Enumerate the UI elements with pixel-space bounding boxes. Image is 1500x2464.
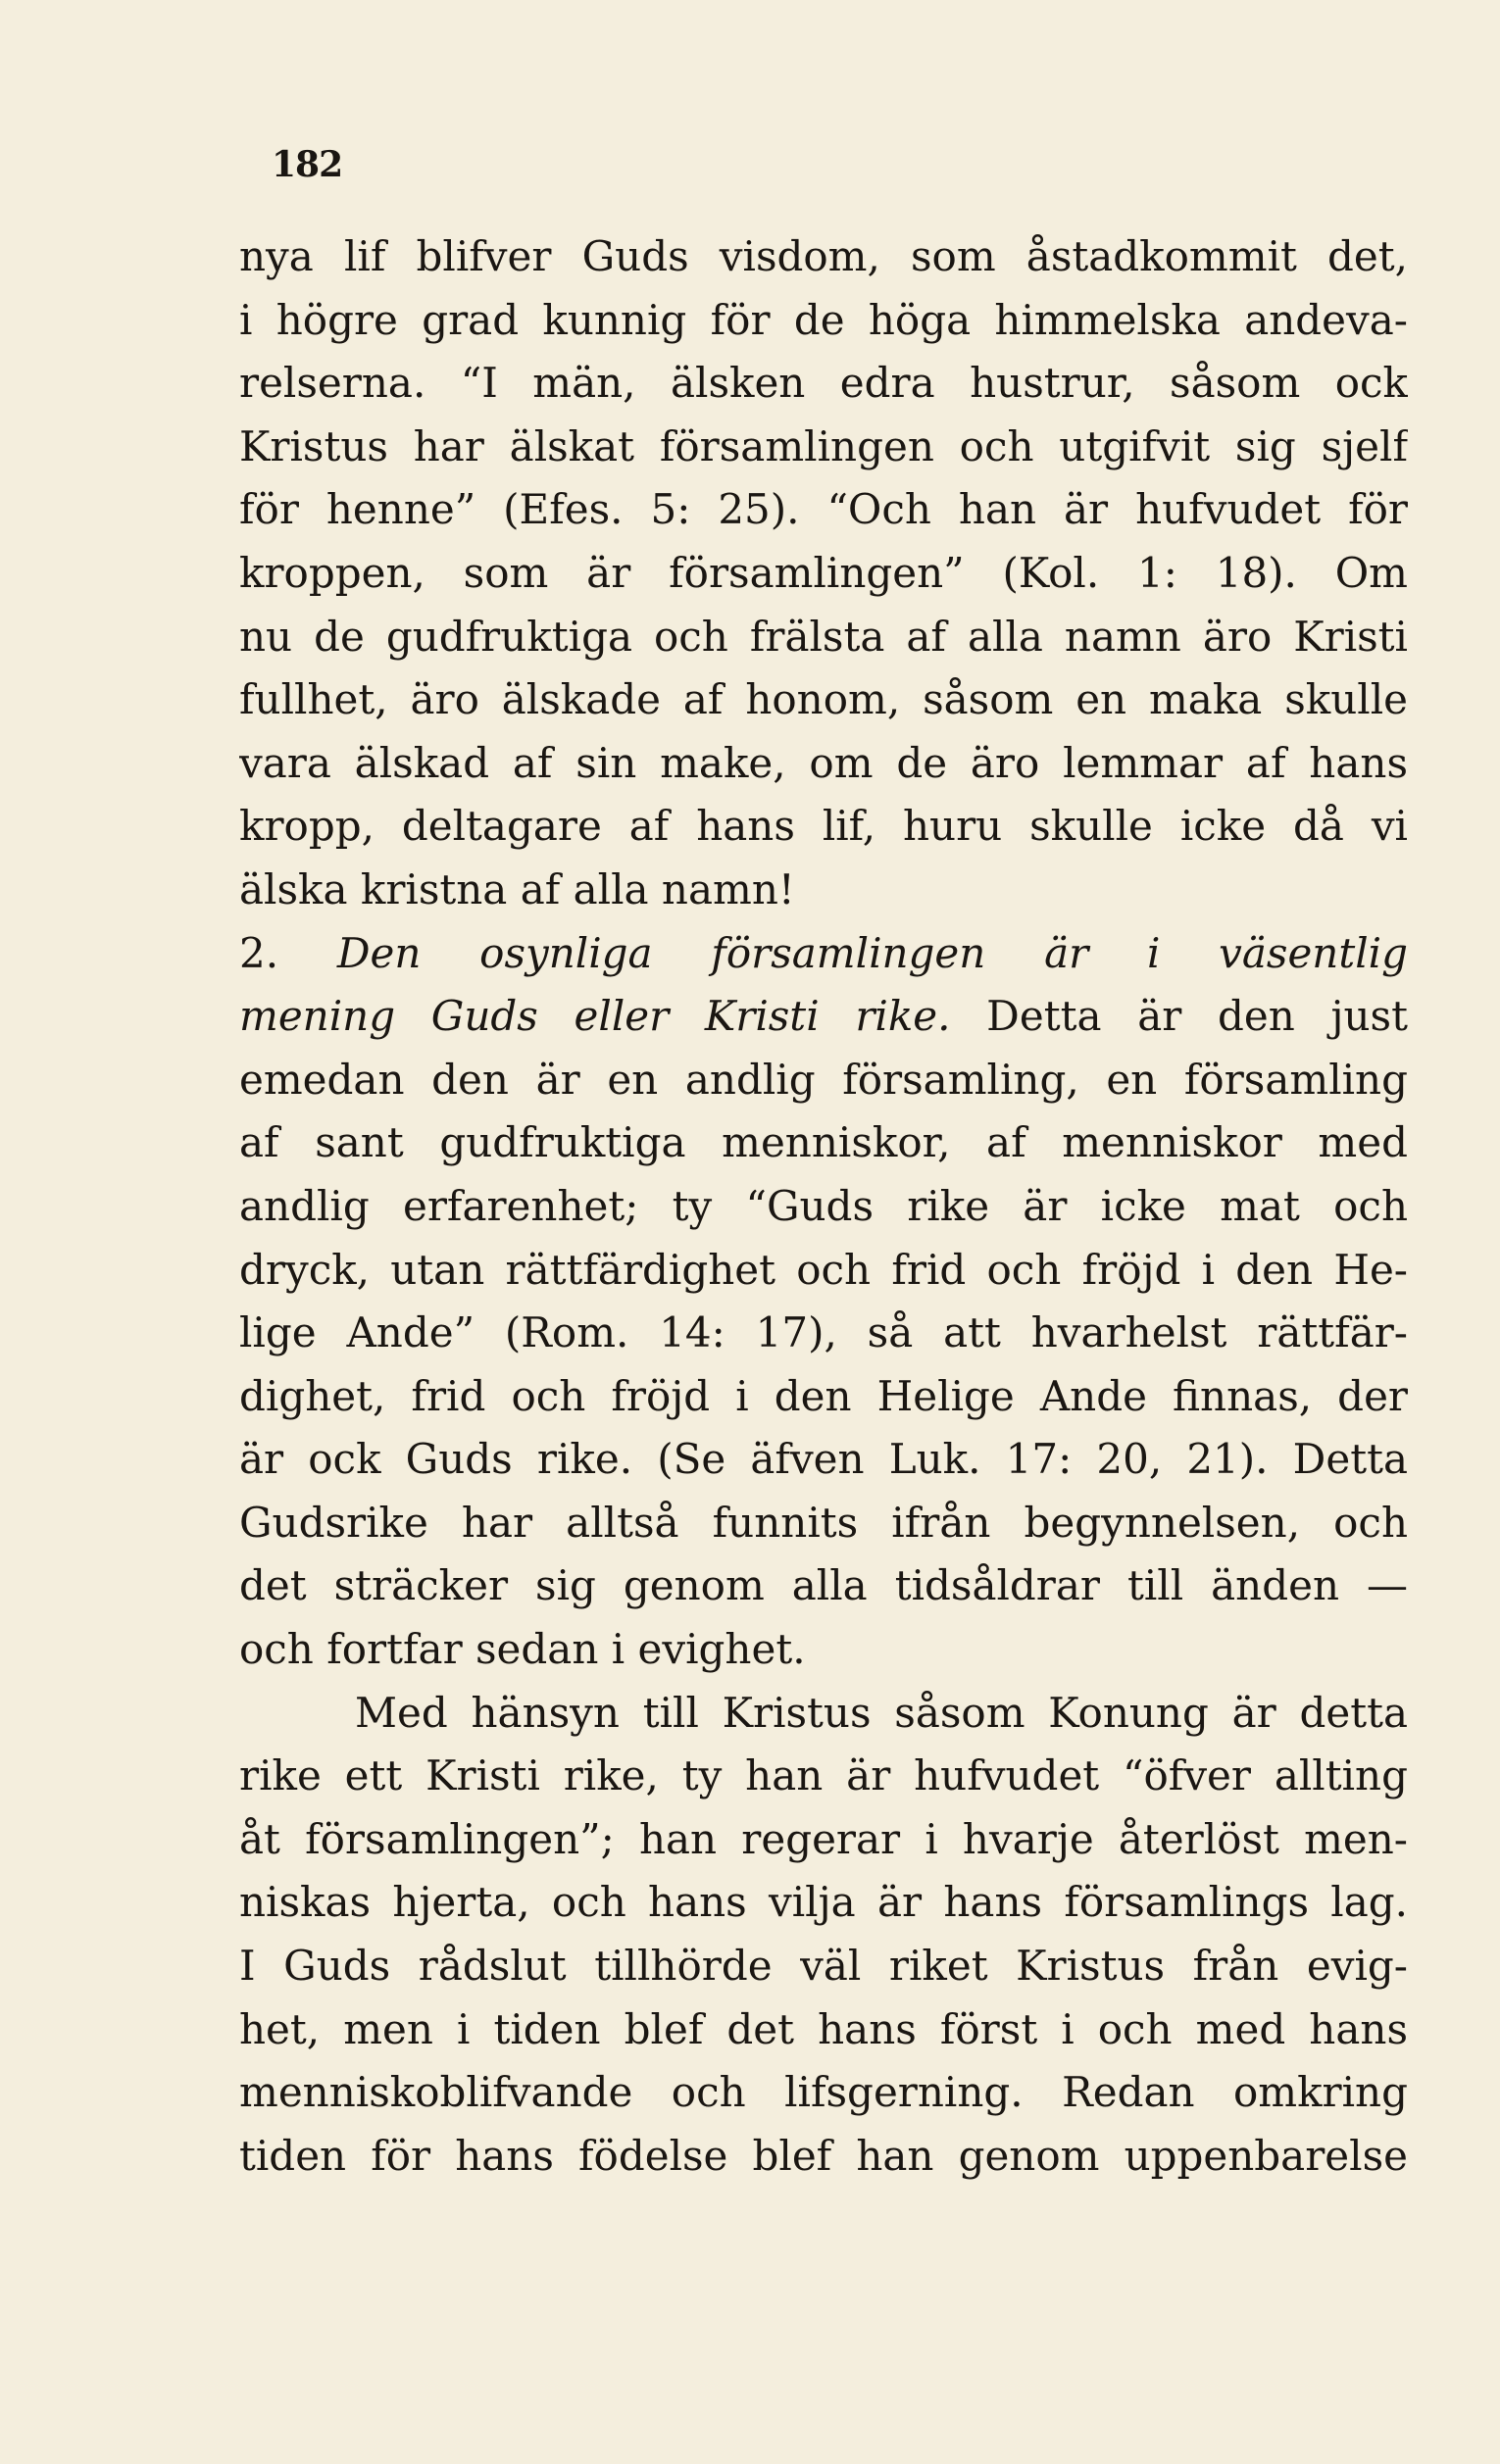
line-text: lige Ande” (Rom. 14: 17), så att hvarhelst rättfär- <box>239 1308 1408 1357</box>
text-line <box>239 478 1408 542</box>
line-text: Med hänsyn till Kristus såsom Konung är detta <box>355 1688 1408 1737</box>
text-line <box>239 1049 1408 1112</box>
line-text: Kristus har älskat församlingen och utgifvit sig sjelf <box>239 421 1408 470</box>
text-line <box>239 1808 1408 1872</box>
text-line <box>239 985 1408 1049</box>
line-text: kropp, deltagare af hans lif, huru skulle icke då vi <box>239 802 1408 851</box>
text-line <box>239 2061 1408 2125</box>
body-text <box>239 225 1408 2188</box>
text-line <box>239 922 1408 986</box>
text-line <box>239 1365 1408 1429</box>
text-line <box>239 1492 1408 1555</box>
text-line <box>239 1554 1408 1618</box>
line-text: älska kristna af alla namn! <box>239 864 795 913</box>
text-line <box>239 1618 1408 1682</box>
text-line <box>239 416 1408 479</box>
line-text: Gudsrike har alltså funnits ifrån begynnelsen, och <box>239 1498 1408 1547</box>
line-text: menniskoblifvande och lifsgerning. Redan omkring <box>239 2068 1408 2117</box>
text-line <box>239 2125 1408 2189</box>
text-line <box>239 1302 1408 1365</box>
text-line <box>239 1935 1408 1998</box>
line-text: dryck, utan rättfärdighet och frid och fröjd i den He- <box>239 1245 1408 1294</box>
text-line <box>239 289 1408 353</box>
line-text: af sant gudfruktiga menniskor, af menniskor med <box>239 1118 1408 1167</box>
text-line <box>239 1175 1408 1239</box>
line-text: nya lif blifver Guds visdom, som åstadkommit det, <box>239 232 1408 280</box>
line-text: fullhet, äro älskade af honom, såsom en maka skulle <box>239 675 1408 724</box>
text-line <box>239 1239 1408 1303</box>
line-text: emedan den är en andlig församling, en församling <box>239 1055 1408 1104</box>
line-text: och fortfar sedan i evighet. <box>239 1625 806 1674</box>
text-line <box>239 606 1408 669</box>
line-text: niskas hjerta, och hans vilja är hans församlings lag. <box>239 1878 1408 1927</box>
text-line <box>239 668 1408 732</box>
line-text: tiden för hans födelse blef han genom uppenbarelse <box>239 2131 1408 2180</box>
line-text: I Guds rådslut tillhörde väl riket Kristus från evig- <box>239 1942 1408 1991</box>
line-prefix: 2. <box>239 928 337 977</box>
text-line <box>239 1745 1408 1808</box>
line-text: het, men i tiden blef det hans först i och med hans <box>239 2004 1408 2053</box>
line-text: nu de gudfruktiga och frälsta af alla namn äro Kristi <box>239 612 1408 661</box>
line-text: andlig erfarenhet; ty “Guds rike är icke mat och <box>239 1181 1408 1230</box>
section-heading-italic: Den osynliga församlingen är i väsentlig <box>336 928 1408 977</box>
text-line <box>239 795 1408 859</box>
line-text: är ock Guds rike. (Se äfven Luk. 17: 20, 21). Detta <box>239 1435 1408 1484</box>
text-line <box>239 1682 1408 1746</box>
line-text: vara älskad af sin make, om de äro lemmar af hans <box>239 738 1408 787</box>
text-line <box>239 1111 1408 1175</box>
text-line <box>239 732 1408 796</box>
text-line <box>239 1871 1408 1935</box>
line-suffix: Detta är den just <box>950 992 1408 1041</box>
text-line <box>239 352 1408 416</box>
line-text: för henne” (Efes. 5: 25). “Och han är hufvudet för <box>239 485 1408 534</box>
line-text: åt församlingen”; han regerar i hvarje återlöst men- <box>239 1814 1408 1863</box>
line-text: rike ett Kristi rike, ty han är hufvudet “öfver allting <box>239 1751 1408 1800</box>
line-text: kroppen, som är församlingen” (Kol. 1: 18). Om <box>239 548 1408 597</box>
section-heading-italic: mening Guds eller Kristi rike. <box>239 992 951 1041</box>
page-number: 182 <box>272 144 343 185</box>
text-line <box>239 1428 1408 1492</box>
text-line <box>239 859 1408 922</box>
line-text: i högre grad kunnig för de höga himmelska andeva- <box>239 295 1408 344</box>
line-text: relserna. “I män, älsken edra hustrur, såsom ock <box>239 359 1408 408</box>
text-line <box>239 225 1408 289</box>
line-text: det sträcker sig genom alla tidsåldrar till änden — <box>239 1561 1408 1610</box>
text-line <box>239 542 1408 606</box>
line-text: dighet, frid och fröjd i den Helige Ande finnas, der <box>239 1371 1408 1420</box>
text-line <box>239 1998 1408 2062</box>
